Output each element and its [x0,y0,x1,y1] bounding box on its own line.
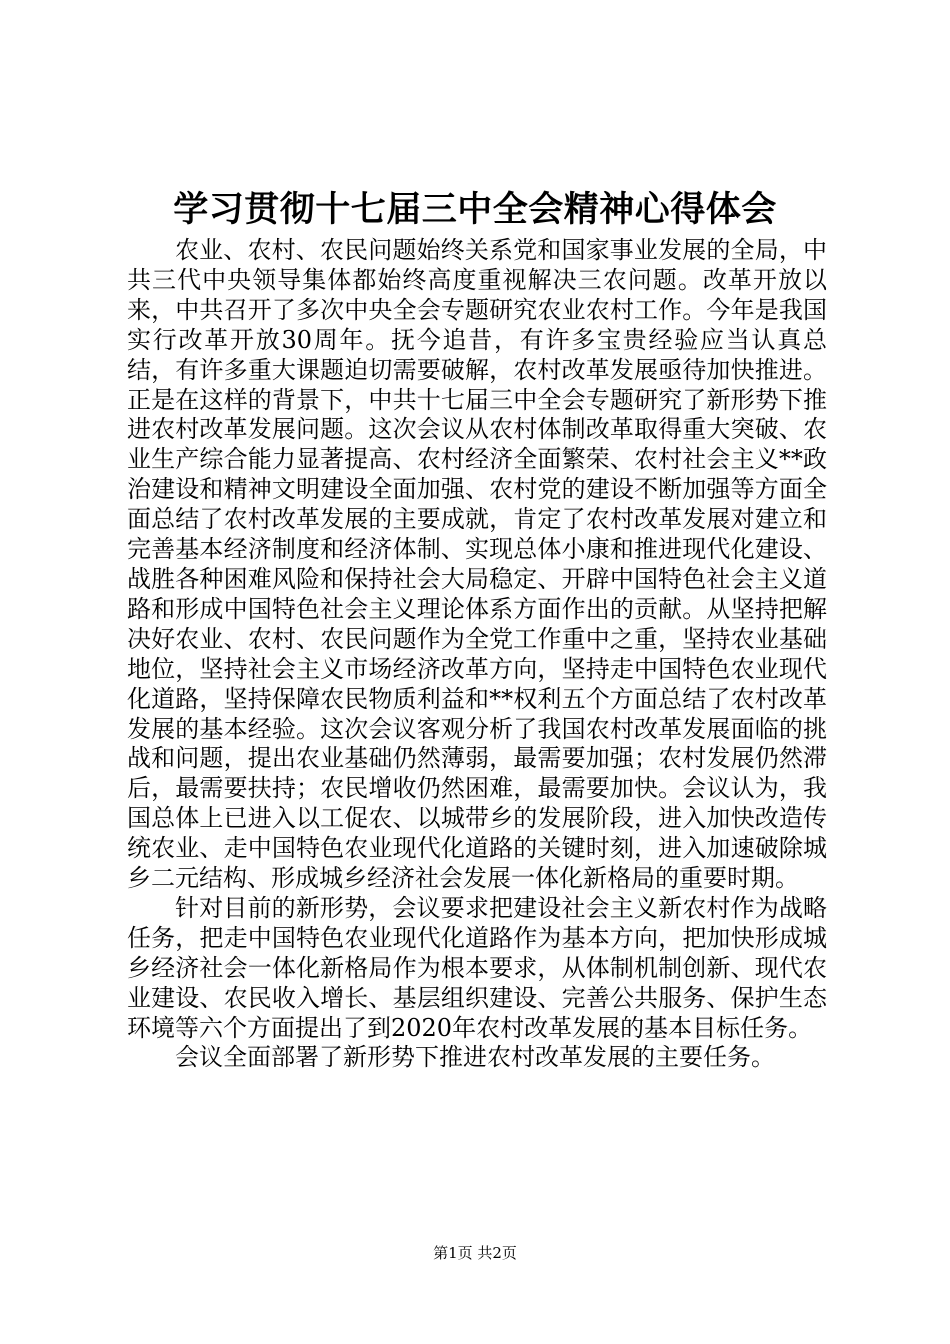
page-footer: 第1页 共2页 [433,1244,517,1262]
paragraph-2: 针对目前的新形势，会议要求把建设社会主义新农村作为战略任务，把走中国特色农业现代化道路作为基本方向，把加快形成城乡经济社会一体化新格局作为根本要求，从体制机制创新、现代农业建设、农民收入增长、基层组织建设、完善公共服务、保护生态环境等六个方面提出了到2020年农村改革发展的基本目标任务。 [127,893,827,1042]
paragraph-1: 农业、农村、农民问题始终关系党和国家事业发展的全局，中共三代中央领导集体都始终高度重视解决三农问题。改革开放以来，中共召开了多次中央全会专题研究农业农村工作。今年是我国实行改革开放30周年。抚今追昔，有许多宝贵经验应当认真总结，有许多重大课题迫切需要破解，农村改革发展亟待加快推进。正是在这样的背景下，中共十七届三中全会专题研究了新形势下推进农村改革发展问题。这次会议从农村体制改革取得重大突破、农业生产综合能力显著提高、农村经济全面繁荣、农村社会主义**政治建设和精神文明建设全面加强、农村党的建设不断加强等方面全面总结了农村改革发展的主要成就，肯定了农村改革发展对建立和完善基本经济制度和经济体制、实现总体小康和推进现代化建设、战胜各种困难风险和保持社会大局稳定、开辟中国特色社会主义道路和形成中国特色社会主义理论体系方面作出的贡献。从坚持把解决好农业、农村、农民问题作为全党工作重中之重，坚持农业基础地位，坚持社会主义市场经济改革方向，坚持走中国特色农业现代化道路，坚持保障农民物质利益和**权利五个方面总结了农村改革发展的基本经验。这次会议客观分析了我国农村改革发展面临的挑战和问题，提出农业基础仍然薄弱，最需要加强；农村发展仍然滞后，最需要扶持；农民增收仍然困难，最需要加快。会议认为，我国总体上已进入以工促农、以城带乡的发展阶段，进入加快改造传统农业、走中国特色农业现代化道路的关键时刻，进入加速破除城乡二元结构、形成城乡经济社会发展一体化新格局的重要时期。 [127,236,827,893]
paragraph-3: 会议全面部署了新形势下推进农村改革发展的主要任务。 [175,1043,775,1072]
document-body [127,236,827,1073]
document-title: 学习贯彻十七届三中全会精神心得体会 [173,189,777,230]
